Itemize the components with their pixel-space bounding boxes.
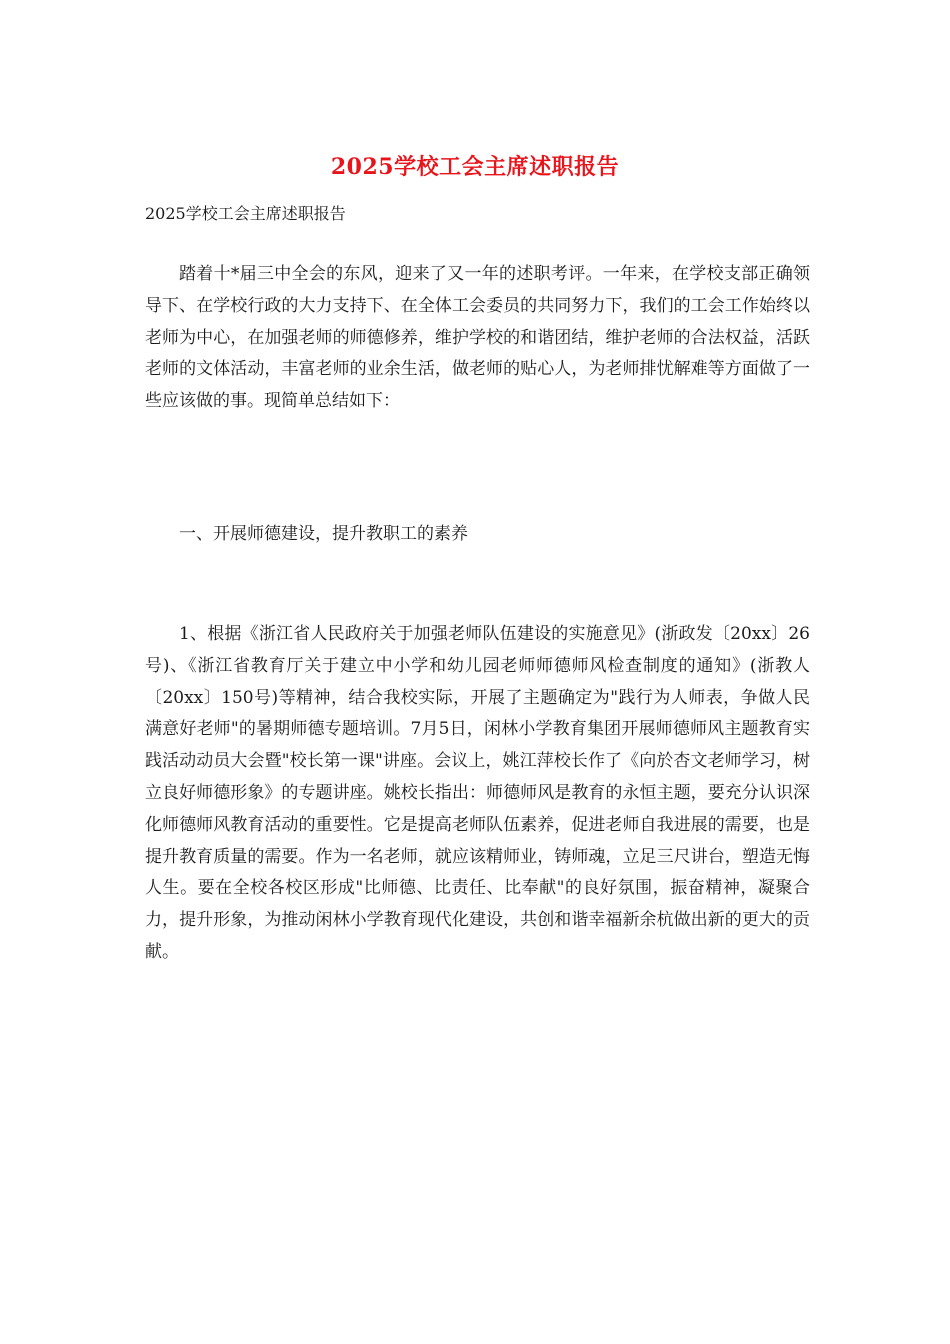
document-subtitle: 2025学校工会主席述职报告 (145, 204, 346, 223)
item-1-paragraph: 1、根据《浙江省人民政府关于加强老师队伍建设的实施意见》(浙政发〔20xx〕26号)、《浙江省教育厅关于建立中小学和幼儿园老师师德师风检查制度的通知》(浙教人〔20xx〕150号)等精神，结合我校实际，开展了主题确定为"践行为人师表，争做人民满意好老师"的暑期师德专题培训。7月5日，闲林小学教育集团开展师德师风主题教育实践活动动员大会暨"校长第一课"讲座。会议上，姚江萍校长作了《向於杏文老师学习，树立良好师德形象》的专题讲座。姚校长指出：师德师风是教育的永恒主题，要充分认识深化师德师风教育活动的重要性。它是提高老师队伍素养，促进老师自我进展的需要，也是提升教育质量的需要。作为一名老师，就应该精师业，铸师魂，立足三尺讲台，塑造无悔人生。要在全校各校区形成"比师德、比责任、比奉献"的良好氛围，振奋精神，凝聚合力，提升形象，为推动闲林小学教育现代化建设，共创和谐幸福新余杭做出新的更大的贡献。 (145, 624, 810, 962)
intro-paragraph: 踏着十*届三中全会的东风，迎来了又一年的述职考评。一年来，在学校支部正确领导下、在学校行政的大力支持下、在全体工会委员的共同努力下，我们的工会工作始终以老师为中心，在加强老师的师德修养，维护学校的和谐团结，维护老师的合法权益，活跃老师的文体活动，丰富老师的业余生活，做老师的贴心人，为老师排忧解难等方面做了一些应该做的事。现简单总结如下： (145, 264, 810, 412)
document-title: 2025学校工会主席述职报告 (330, 154, 620, 180)
section-heading: 一、开展师德建设，提升教职工的素养 (179, 524, 468, 544)
